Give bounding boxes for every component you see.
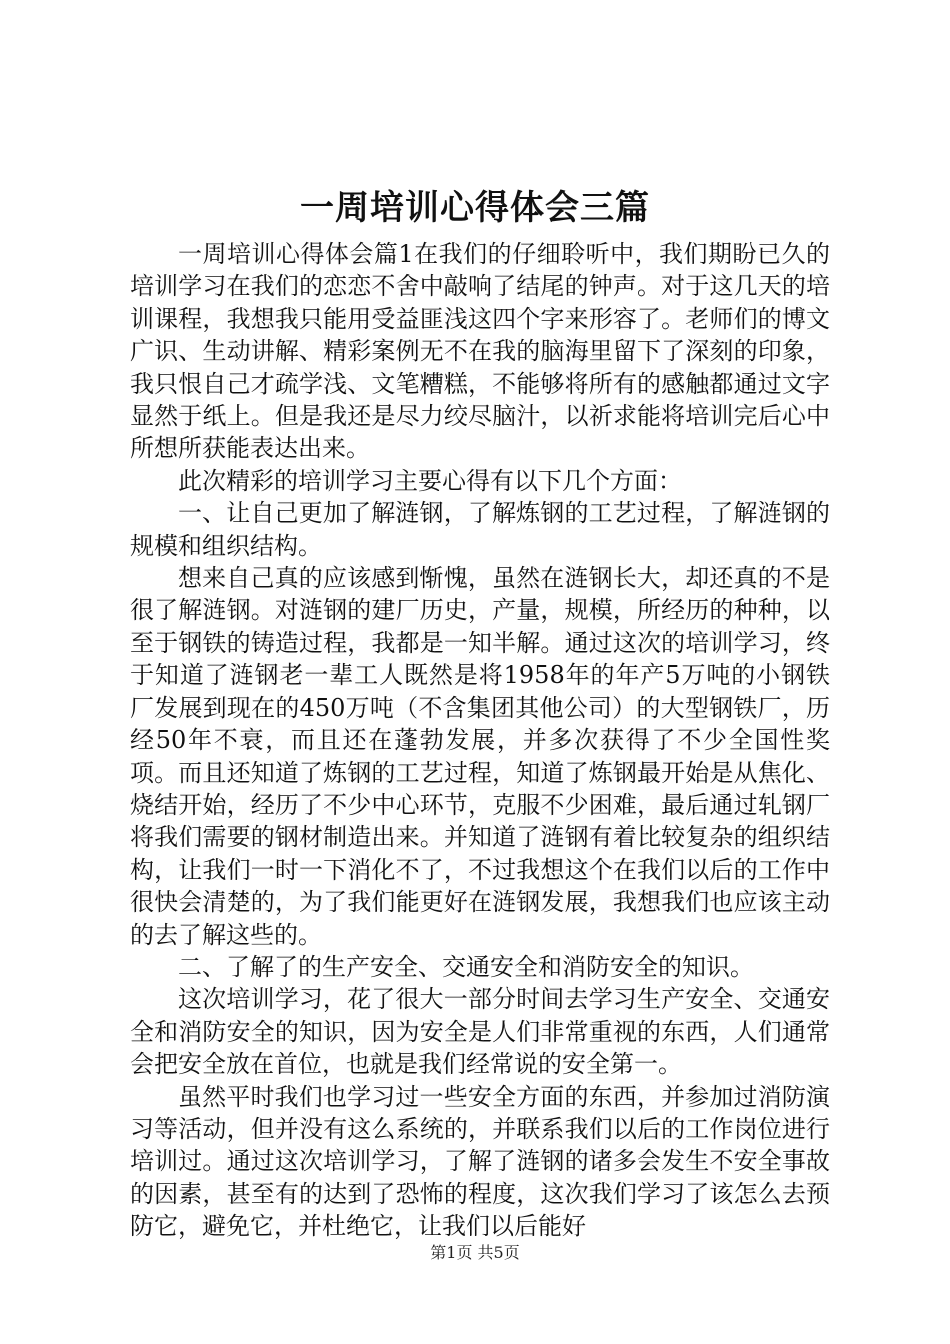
paragraph: 此次精彩的培训学习主要心得有以下几个方面： (178, 466, 682, 495)
paragraph: 一、让自己更加了解涟钢，了解炼钢的工艺过程，了解涟钢的规模和组织结构。 (130, 499, 830, 560)
page-number-footer: 第1页 共5页 (430, 1243, 520, 1262)
paragraph: 想来自己真的应该感到惭愧，虽然在涟钢长大，却还真的不是很了解涟钢。对涟钢的建厂历史，产量，规模，所经历的种种，以至于钢铁的铸造过程，我都是一知半解。通过这次的培训学习，终于知道了涟钢老一辈工人既然是将1958年的年产5万吨的小钢铁厂发展到现在的450万吨（不含集团其他公司）的大型钢铁厂，历经50年不衰，而且还在蓬勃发展，并多次获得了不少全国性奖项。而且还知道了炼钢的工艺过程，知道了炼钢最开始是从焦化、烧结开始，经历了不少中心环节，克服不少困难，最后通过轧钢厂将我们需要的钢材制造出来。并知道了涟钢有着比较复杂的组织结构，让我们一时一下消化不了，不过我想这个在我们以后的工作中很快会清楚的，为了我们能更好在涟钢发展，我想我们也应该主动的去了解这些的。 (130, 564, 830, 949)
document-title: 一周培训心得体会三篇 (300, 188, 650, 228)
paragraph: 这次培训学习，花了很大一部分时间去学习生产安全、交通安全和消防安全的知识，因为安全是人们非常重视的东西，人们通常会把安全放在首位，也就是我们经常说的安全第一。 (130, 985, 830, 1079)
paragraph: 二、了解了的生产安全、交通安全和消防安全的知识。 (178, 952, 754, 981)
paragraph: 一周培训心得体会篇1在我们的仔细聆听中，我们期盼已久的培训学习在我们的恋恋不舍中敲响了结尾的钟声。对于这几天的培训课程，我想我只能用受益匪浅这四个字来形容了。老师们的博文广识、生动讲解、精彩案例无不在我的脑海里留下了深刻的印象，我只恨自己才疏学浅、文笔糟糕，不能够将所有的感触都通过文字显然于纸上。但是我还是尽力绞尽脑汁，以祈求能将培训完后心中所想所获能表达出来。 (130, 240, 830, 463)
document-body (130, 238, 830, 1243)
paragraph: 虽然平时我们也学习过一些安全方面的东西，并参加过消防演习等活动，但并没有这么系统的，并联系我们以后的工作岗位进行培训过。通过这次培训学习，了解了涟钢的诸多会发生不安全事故的因素，甚至有的达到了恐怖的程度，这次我们学习了该怎么去预防它，避免它，并杜绝它，让我们以后能好 (130, 1082, 830, 1241)
